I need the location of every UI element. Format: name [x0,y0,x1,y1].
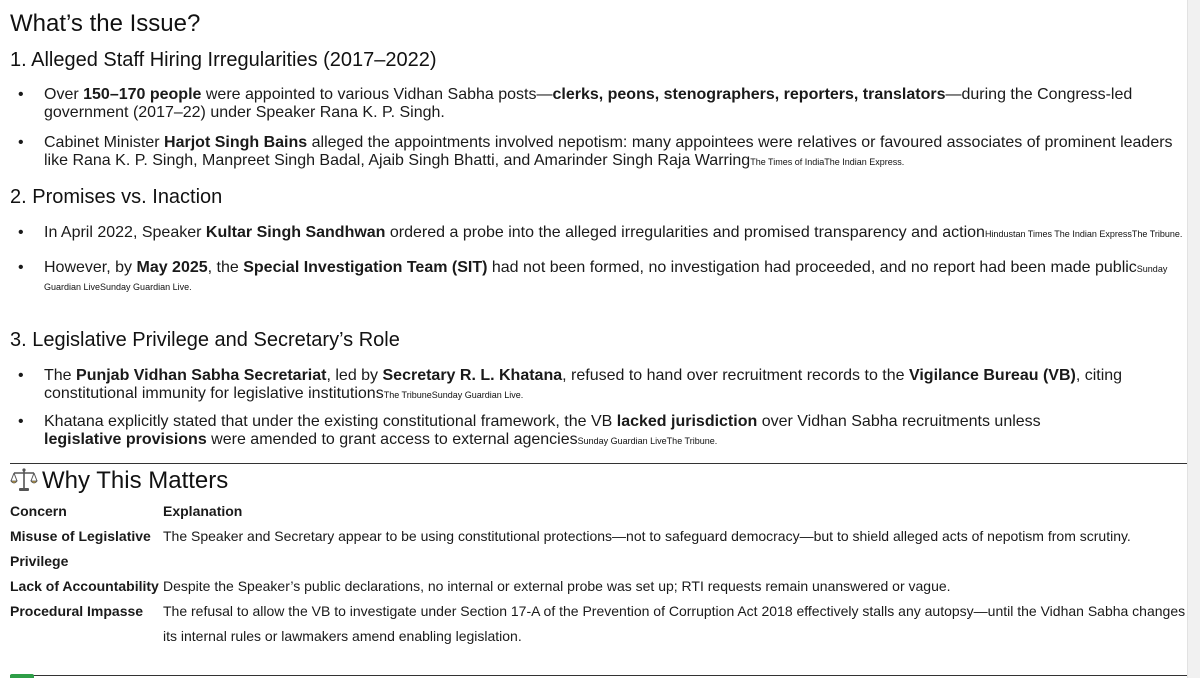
table-row [10,524,1188,574]
citation-link[interactable]: The Times of IndiaThe Indian Express. [750,157,905,167]
explanation-cell: The Speaker and Secretary appear to be using constitutional protections—not to safeguard democracy—but to shield alleged acts of nepotism from scrutiny. [163,528,1131,544]
why-heading-text: Why This Matters [42,467,229,494]
concerns-table [10,499,1188,649]
table-row [10,599,1188,649]
list-item: • The Punjab Vidhan Sabha Secretariat, led by Secretary R. L. Khatana, refused to hand over recruitment records to the Vigilance Bureau (VB), citing constitutional immunity for legislative institutionsThe TribuneSunday Guardian Live. [10,367,1188,403]
list-item: • However, by May 2025, the Special Investigation Team (SIT) had not been formed, no investigation had proceeded, and no report had been made publicSunday Guardian LiveSunday Guardian Live. [10,259,1188,295]
status-indicator [10,674,34,678]
concern-cell: Procedural Impasse [10,603,144,619]
bullet-list-inaction [10,223,1188,295]
citation-link[interactable]: Hindustan Times The Indian ExpressThe Tribune. [984,229,1183,239]
section-heading-privilege: 3. Legislative Privilege and Secretary’s Role [10,329,400,351]
vertical-scrollbar[interactable] [1187,0,1200,678]
citation-link[interactable]: The TribuneSunday Guardian Live. [383,390,524,400]
concern-cell: Lack of Accountability [10,578,159,594]
column-header-concern: Concern [10,503,67,519]
bullet-list-privilege [10,367,1188,449]
table-row [10,574,1188,599]
list-item: • In April 2022, Speaker Kultar Singh Sandhwan ordered a probe into the alleged irregularities and promised transparency and actionHindustan Times The Indian ExpressThe Tribune. [10,223,1188,243]
balance-scale-icon [10,466,38,502]
citation-link[interactable]: Sunday Guardian LiveSunday Guardian Live. [44,264,1168,292]
divider [10,463,1188,464]
page-title: What’s the Issue? [10,10,201,37]
table-header-row [10,499,1188,524]
explanation-cell: The refusal to allow the VB to investigate under Section 17-A of the Prevention of Corruption Act 2018 effectively stalls any autopsy—until the Vidhan Sabha changes its internal rules or lawmakers amend enabling legislation. [163,603,1186,644]
list-item: • Khatana explicitly stated that under the existing constitutional framework, the VB lacked jurisdiction over Vidhan Sabha recruitments unless legislative provisions were amended to grant access to external agenciesSunday Guardian LiveThe Tribune. [10,413,1188,449]
citation-link[interactable]: Sunday Guardian LiveThe Tribune. [577,436,718,446]
why-heading [10,466,228,496]
divider [10,675,1188,676]
column-header-explanation: Explanation [163,503,243,519]
list-item: • Cabinet Minister Harjot Singh Bains alleged the appointments involved nepotism: many appointees were relatives or favoured associates of prominent leaders like Rana K. P. Singh, Manpreet Singh Badal, Ajaib Singh Bhatti, and Amarinder Singh Raja WarringThe Times of IndiaThe Indian Express. [10,134,1188,170]
section-heading-hiring: 1. Alleged Staff Hiring Irregularities (2017–2022) [10,49,437,71]
explanation-cell: Despite the Speaker’s public declarations, no internal or external probe was set up; RTI requests remain unanswered or vague. [163,578,951,594]
list-item: • Over 150–170 people were appointed to various Vidhan Sabha posts—clerks, peons, stenographers, reporters, translators—during the Congress-led government (2017–22) under Speaker Rana K. P. Singh. [10,86,1188,122]
section-heading-inaction: 2. Promises vs. Inaction [10,186,223,208]
bullet-list-hiring [10,86,1188,170]
concern-cell: Misuse of Legislative Privilege [10,528,151,569]
